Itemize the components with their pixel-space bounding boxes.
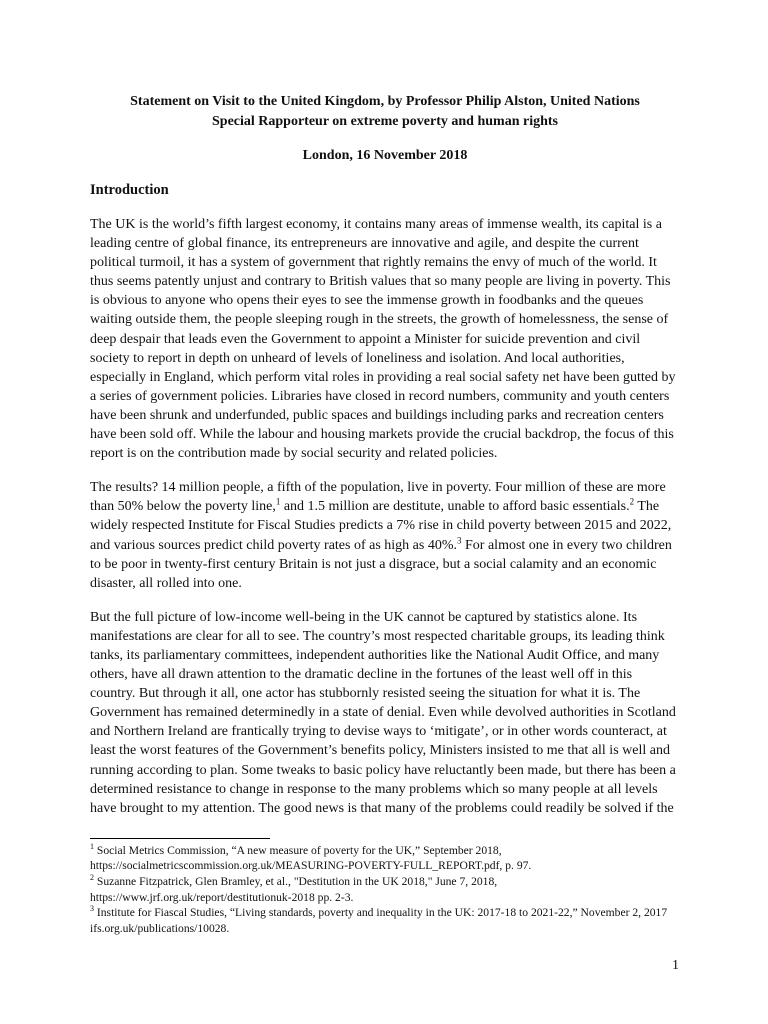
- footnote-3: [90, 905, 680, 936]
- section-heading: Introduction: [90, 182, 169, 198]
- footnote-ref-2[interactable]: 2: [629, 496, 635, 507]
- footnote-2-text: Suzanne Fitzpatrick, Glen Bramley, et al., "Destitution in the UK 2018," June 7, 2018, https://www.jrf.org.uk/report/destitutionuk-2018 pp. 2-3.: [90, 875, 498, 904]
- footnote-3-text: Institute for Fiascal Studies, “Living standards, poverty and inequality in the UK: 2017-18 to 2021-22,” November 2, 2017 ifs.org.uk/publications/10028.: [90, 906, 668, 935]
- footnote-divider: [90, 838, 270, 839]
- title-line-2: Special Rapporteur on extreme poverty and human rights: [212, 114, 558, 129]
- paragraph-2-part-4: For almost one in every two children to be poor in twenty-first century Britain is not just a disgrace, but a social calamity and an economic disaster, all rolled into one.: [90, 537, 672, 591]
- footnote-2-number: 2: [90, 873, 94, 883]
- paragraph-2-part-3: The widely respected Institute for Fiscal Studies predicts a 7% rise in child poverty between 2015 and 2022, and various sources predict child poverty rates of as high as 40%.: [90, 499, 672, 553]
- footnote-1-number: 1: [90, 841, 94, 851]
- footnote-1-text: Social Metrics Commission, “A new measure of poverty for the UK,” September 2018, https://socialmetricscommission.org.uk/MEASURING-POVERTY-FULL_REPORT.pdf, p. 97.: [90, 843, 532, 873]
- title-line-1: Statement on Visit to the United Kingdom, by Professor Philip Alston, United Nations: [130, 94, 640, 109]
- paragraph-2-part-2: and 1.5 million are destitute, unable to afford basic essentials.: [280, 499, 630, 515]
- footnote-3-number: 3: [90, 904, 94, 914]
- paragraph-2: [90, 478, 680, 593]
- paragraph-3: But the full picture of low-income well-being in the UK cannot be captured by statistics alone. Its manifestations are clear for all to see. The country’s most respected charitable groups, its leading think tanks, its parliamentary committees, independent authorities like the National Audit Office, and many others, have all drawn attention to the dramatic decline in the fortunes of the least well off in this country. But through it all, one actor has stubbornly resisted seeing the situation for what it is. The Government has remained determinedly in a state of denial. Even while devolved authorities in Scotland and Northern Ireland are frantically trying to devise ways to ‘mitigate’, or in other words counteract, at least the worst features of the Government’s benefits policy, Ministers insisted to me that all is well and running according to plan. Some tweaks to basic policy have reluctantly been made, but there has been a determined resistance to change in response to the many problems which so many people at all levels have brought to my attention. The good news is that many of the problems could readily be solved if the: [90, 609, 676, 816]
- document-page: [90, 92, 680, 936]
- document-title: [90, 92, 680, 132]
- footnote-2: [90, 874, 680, 905]
- page-number: 1: [672, 958, 679, 973]
- document-date: London, 16 November 2018: [302, 148, 468, 163]
- footnote-ref-1[interactable]: 1: [275, 496, 281, 507]
- paragraph-1: The UK is the world’s fifth largest economy, it contains many areas of immense wealth, its capital is a leading centre of global finance, its entrepreneurs are innovative and agile, and despite the current political turmoil, it has a system of government that rightly remains the envy of much of the world. It thus seems patently unjust and contrary to British values that so many people are living in poverty. This is obvious to anyone who opens their eyes to see the immense growth in foodbanks and the queues waiting outside them, the people sleeping rough in the streets, the growth of homelessness, the sense of deep despair that leads even the Government to appoint a Minister for suicide prevention and civil society to report in depth on unheard of levels of loneliness and isolation. And local authorities, especially in England, which perform vital roles in providing a real social safety net have been gutted by a series of government policies. Libraries have closed in record numbers, community and youth centers have been shrunk and underfunded, public spaces and buildings including parks and recreation centers have been sold off. While the labour and housing markets provide the crucial backdrop, the focus of this report is on the contribution made by social security and related policies.: [90, 217, 676, 462]
- footnote-ref-3[interactable]: 3: [457, 534, 462, 545]
- paragraph-2-part-1: The results? 14 million people, a fifth of the population, live in poverty. Four million of these are more than 50% below the poverty line,: [90, 480, 666, 515]
- footnote-1: [90, 843, 680, 874]
